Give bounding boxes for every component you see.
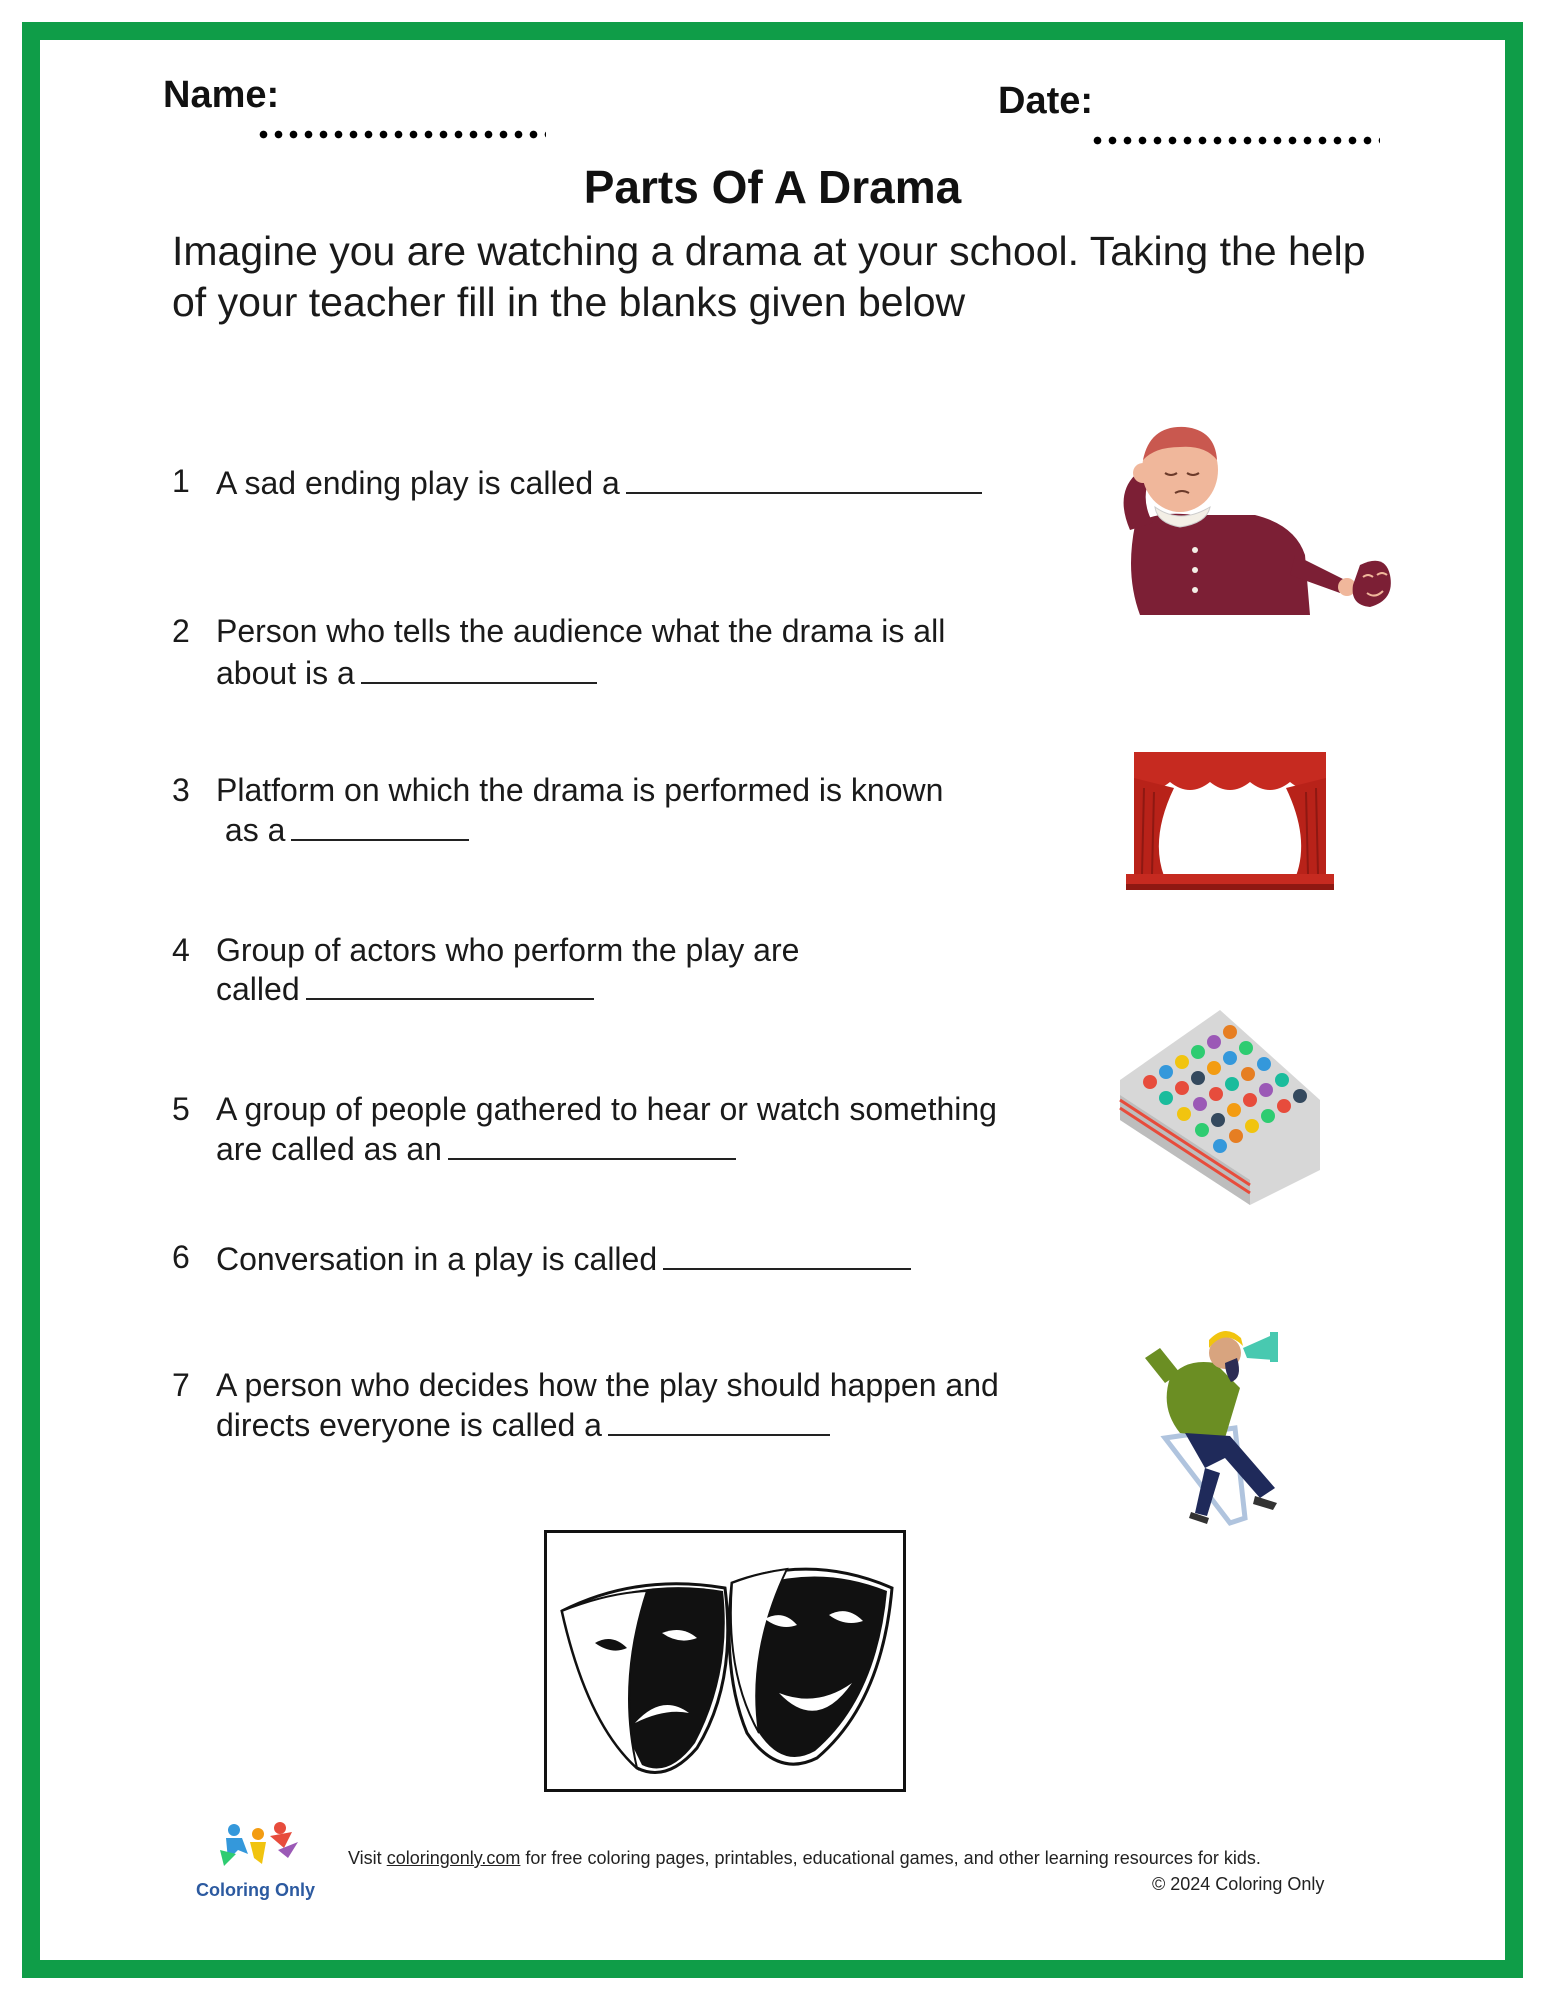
question-text-cont: called [216, 971, 300, 1007]
question-text: Platform on which the drama is performed is known [216, 772, 944, 808]
instructions-line-2: of your teacher fill in the blanks given below [172, 279, 966, 325]
answer-blank[interactable] [448, 1128, 736, 1160]
question-text-cont: are called as an [216, 1131, 442, 1167]
director-with-megaphone-illustration [1125, 1318, 1345, 1548]
footer-visit-prefix: Visit [348, 1848, 387, 1868]
question-number: 3 [172, 772, 190, 808]
question-number: 7 [172, 1367, 190, 1403]
answer-blank[interactable] [291, 809, 469, 841]
question-text: A sad ending play is called a [216, 465, 620, 501]
coloring-only-logo-icon [218, 1820, 300, 1878]
question-number: 6 [172, 1239, 190, 1275]
answer-blank[interactable] [361, 652, 597, 684]
question-text-cont: as a [216, 812, 286, 848]
footer-visit-suffix: for free coloring pages, printables, educational games, and other learning resources for kids. [520, 1848, 1261, 1868]
instructions [172, 226, 1402, 328]
date-field[interactable] [1090, 136, 1380, 145]
question-text-cont: directs everyone is called a [216, 1407, 602, 1443]
instructions-line-1: Imagine you are watching a drama at your school. Taking the help [172, 228, 1366, 274]
date-label: Date: [998, 80, 1094, 122]
question-text: Conversation in a play is called [216, 1241, 658, 1277]
name-field[interactable] [256, 130, 546, 139]
name-label: Name: [163, 74, 280, 116]
audience-seats-illustration [1100, 990, 1340, 1215]
answer-blank[interactable] [626, 462, 982, 494]
question-text-cont: about is a [216, 655, 355, 691]
coloring-only-logo-text: Coloring Only [196, 1880, 315, 1900]
question-text: Person who tells the audience what the drama is all [216, 613, 946, 649]
question-text: Group of actors who perform the play are [216, 932, 800, 968]
answer-blank[interactable] [663, 1238, 911, 1270]
question-number: 4 [172, 932, 190, 968]
masks-icon [547, 1533, 903, 1789]
footer-visit-text [348, 1848, 1261, 1869]
question-text: A person who decides how the play should happen and [216, 1367, 999, 1403]
theater-stage-illustration [1120, 748, 1340, 898]
actor-with-mask-illustration [1095, 415, 1415, 635]
answer-blank[interactable] [306, 968, 594, 1000]
question-number: 1 [172, 463, 190, 499]
question-number: 2 [172, 613, 190, 649]
comedy-tragedy-masks-image [544, 1530, 906, 1792]
question-number: 5 [172, 1091, 190, 1127]
question-text: A group of people gathered to hear or watch something [216, 1091, 997, 1127]
footer-copyright: © 2024 Coloring Only [1152, 1874, 1325, 1894]
footer-website-link[interactable]: coloringonly.com [386, 1848, 521, 1868]
worksheet-title: Parts Of A Drama [583, 161, 962, 213]
answer-blank[interactable] [608, 1404, 830, 1436]
